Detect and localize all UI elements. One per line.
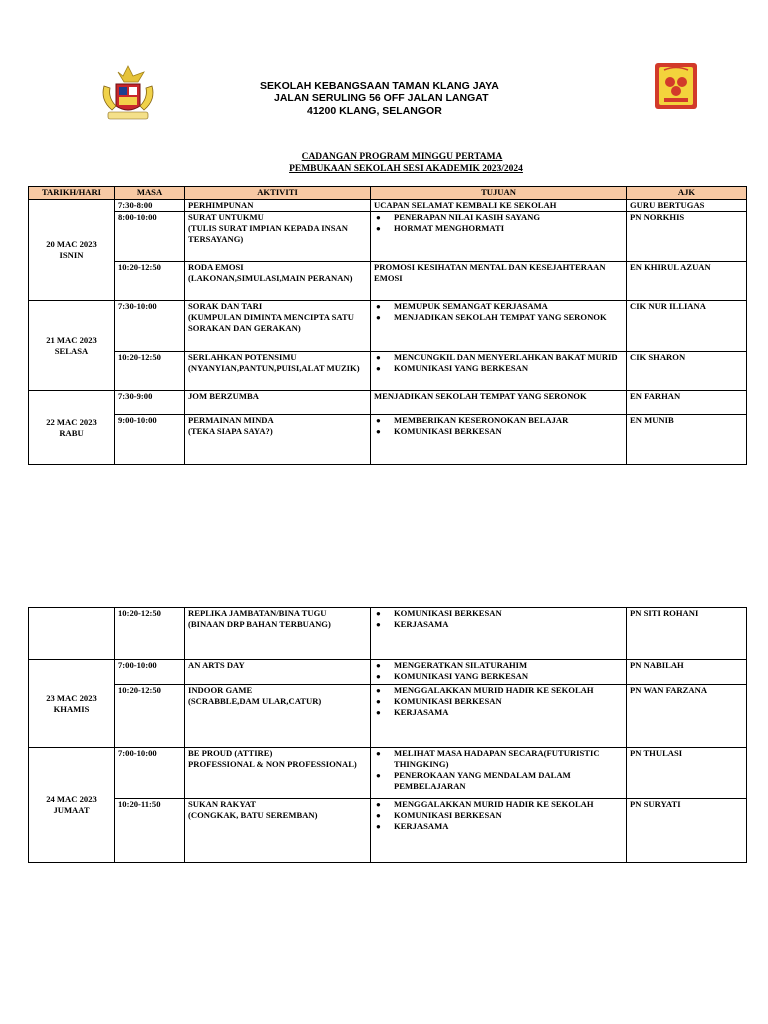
- coat-of-arms-logo: [96, 64, 160, 124]
- table-row: [29, 608, 747, 660]
- ajk-cell: CIK NUR ILLIANA: [627, 301, 747, 352]
- date-cell: [29, 608, 115, 660]
- date-cell: [29, 660, 115, 748]
- purpose-bullet: ● MENGERATKAN SILATURAHIM: [374, 660, 623, 671]
- activity-cell: INDOOR GAME (SCRABBLE,DAM ULAR,CATUR): [185, 685, 371, 748]
- schedule-table-1: [28, 186, 747, 465]
- table-row: [29, 415, 747, 465]
- date-label: 22 MAC 2023: [46, 416, 97, 427]
- purpose-bullet: ● KERJASAMA: [374, 707, 623, 718]
- activity-cell: SORAK DAN TARI (KUMPULAN DIMINTA MENCIPTA SATU SORAKAN DAN GERAKAN): [185, 301, 371, 352]
- schedule-table-2: [28, 607, 747, 863]
- ajk-cell: EN MUNIB: [627, 415, 747, 465]
- time-cell: 10:20-11:50: [115, 799, 185, 863]
- date-label: 23 MAC 2023: [46, 692, 97, 703]
- ajk-cell: PN NABILAH: [627, 660, 747, 685]
- purpose-cell: [371, 748, 627, 799]
- col-header-time: MASA: [115, 187, 185, 200]
- activity-cell: AN ARTS DAY: [185, 660, 371, 685]
- ajk-cell: GURU BERTUGAS: [627, 200, 747, 212]
- time-cell: 7:00-10:00: [115, 748, 185, 799]
- col-header-activity: AKTIVITI: [185, 187, 371, 200]
- purpose-bullet: ● MELIHAT MASA HADAPAN SECARA(FUTURISTIC THINGKING): [374, 748, 623, 770]
- document-title-line2: PEMBUKAAN SEKOLAH SESI AKADEMIK 2023/2024: [289, 164, 523, 174]
- col-header-date: TARIKH/HARI: [29, 187, 115, 200]
- ajk-cell: CIK SHARON: [627, 352, 747, 391]
- table-row: [29, 685, 747, 748]
- activity-cell: SERLAHKAN POTENSIMU (NYANYIAN,PANTUN,PUISI,ALAT MUZIK): [185, 352, 371, 391]
- table-row: [29, 301, 747, 352]
- activity-cell: PERMAINAN MINDA (TEKA SIAPA SAYA?): [185, 415, 371, 465]
- date-cell: [29, 200, 115, 301]
- time-cell: 10:20-12:50: [115, 685, 185, 748]
- table-header-row: [29, 187, 747, 200]
- purpose-cell: [371, 608, 627, 660]
- ajk-cell: PN NORKHIS: [627, 212, 747, 262]
- table-row: [29, 352, 747, 391]
- table-row: [29, 660, 747, 685]
- purpose-bullet: ● KERJASAMA: [374, 821, 623, 832]
- purpose-cell: [371, 301, 627, 352]
- activity-cell: REPLIKA JAMBATAN/BINA TUGU (BINAAN DRP BAHAN TERBUANG): [185, 608, 371, 660]
- purpose-bullet: ● PENEROKAAN YANG MENDALAM DALAM PEMBELAJARAN: [374, 770, 623, 792]
- purpose-bullet: ● MENGGALAKKAN MURID HADIR KE SEKOLAH: [374, 799, 623, 810]
- date-label: 20 MAC 2023: [46, 239, 97, 249]
- table-row: [29, 799, 747, 863]
- purpose-cell: [371, 660, 627, 685]
- activity-cell: SUKAN RAKYAT (CONGKAK, BATU SEREMBAN): [185, 799, 371, 863]
- day-label: JUMAAT: [53, 805, 90, 815]
- time-cell: 10:20-12:50: [115, 352, 185, 391]
- activity-cell: SURAT UNTUKMU (TULIS SURAT IMPIAN KEPADA INSAN TERSAYANG): [185, 212, 371, 262]
- ajk-cell: EN FARHAN: [627, 391, 747, 415]
- purpose-cell: PROMOSI KESIHATAN MENTAL DAN KESEJAHTERAAN EMOSI: [371, 262, 627, 301]
- purpose-bullet: ● KERJASAMA: [374, 619, 623, 630]
- document-title-line1: CADANGAN PROGRAM MINGGU PERTAMA: [301, 152, 503, 162]
- day-label: KHAMIS: [53, 703, 90, 714]
- purpose-bullet: ● KOMUNIKASI YANG BERKESAN: [374, 671, 623, 682]
- activity-cell: PERHIMPUNAN: [185, 200, 371, 212]
- ajk-cell: PN SITI ROHANI: [627, 608, 747, 660]
- purpose-cell: [371, 415, 627, 465]
- time-cell: 10:20-12:50: [115, 262, 185, 301]
- purpose-bullet: ● KOMUNIKASI BERKESAN: [374, 810, 623, 821]
- ajk-cell: PN WAN FARZANA: [627, 685, 747, 748]
- purpose-bullet: ● MENGGALAKKAN MURID HADIR KE SEKOLAH: [374, 685, 623, 696]
- time-cell: 10:20-12:50: [115, 608, 185, 660]
- col-header-ajk: AJK: [627, 187, 747, 200]
- purpose-bullet: ● HORMAT MENGHORMATI: [374, 223, 623, 234]
- purpose-cell: [371, 685, 627, 748]
- time-cell: 7:30-10:00: [115, 301, 185, 352]
- date-cell: [29, 748, 115, 863]
- time-cell: 7:30-8:00: [115, 200, 185, 212]
- ajk-cell: EN KHIRUL AZUAN: [627, 262, 747, 301]
- purpose-bullet: ● MENCUNGKIL DAN MENYERLAHKAN BAKAT MURID: [374, 352, 623, 363]
- date-label: 24 MAC 2023: [46, 794, 97, 804]
- time-cell: 7:00-10:00: [115, 660, 185, 685]
- purpose-cell: [371, 352, 627, 391]
- purpose-bullet: ● PENERAPAN NILAI KASIH SAYANG: [374, 212, 623, 223]
- time-cell: 9:00-10:00: [115, 415, 185, 465]
- purpose-bullet: ● KOMUNIKASI BERKESAN: [374, 696, 623, 707]
- purpose-bullet: ● KOMUNIKASI BERKESAN: [374, 608, 623, 619]
- day-label: SELASA: [54, 345, 89, 356]
- date-cell: [29, 301, 115, 391]
- purpose-bullet: ● MEMUPUK SEMANGAT KERJASAMA: [374, 301, 623, 312]
- ajk-cell: PN SURYATI: [627, 799, 747, 863]
- activity-cell: BE PROUD (ATTIRE) PROFESSIONAL & NON PROFESSIONAL): [185, 748, 371, 799]
- purpose-cell: [371, 212, 627, 262]
- table-row: [29, 262, 747, 301]
- col-header-purpose: TUJUAN: [371, 187, 627, 200]
- time-cell: 7:30-9:00: [115, 391, 185, 415]
- purpose-bullet: ● MENJADIKAN SEKOLAH TEMPAT YANG SERONOK: [374, 312, 623, 323]
- table-row: [29, 200, 747, 212]
- activity-cell: JOM BERZUMBA: [185, 391, 371, 415]
- purpose-bullet: ● KOMUNIKASI BERKESAN: [374, 426, 623, 437]
- table-row: [29, 212, 747, 262]
- table-row: [29, 748, 747, 799]
- purpose-bullet: ● MEMBERIKAN KESERONOKAN BELAJAR: [374, 415, 623, 426]
- date-label: 21 MAC 2023: [46, 334, 97, 345]
- table-row: [29, 391, 747, 415]
- purpose-cell: UCAPAN SELAMAT KEMBALI KE SEKOLAH: [371, 200, 627, 212]
- purpose-cell: MENJADIKAN SEKOLAH TEMPAT YANG SERONOK: [371, 391, 627, 415]
- day-label: ISNIN: [59, 250, 84, 260]
- time-cell: 8:00-10:00: [115, 212, 185, 262]
- school-name: SEKOLAH KEBANGSAAN TAMAN KLANG JAYA: [260, 80, 499, 92]
- purpose-cell: [371, 799, 627, 863]
- date-cell: [29, 391, 115, 465]
- school-address-line1: JALAN SERULING 56 OFF JALAN LANGAT: [274, 92, 489, 104]
- ajk-cell: PN THULASI: [627, 748, 747, 799]
- purpose-bullet: ● KOMUNIKASI YANG BERKESAN: [374, 363, 623, 374]
- school-address-line2: 41200 KLANG, SELANGOR: [307, 105, 442, 117]
- day-label: RABU: [59, 427, 84, 438]
- activity-cell: RODA EMOSI (LAKONAN,SIMULASI,MAIN PERANAN): [185, 262, 371, 301]
